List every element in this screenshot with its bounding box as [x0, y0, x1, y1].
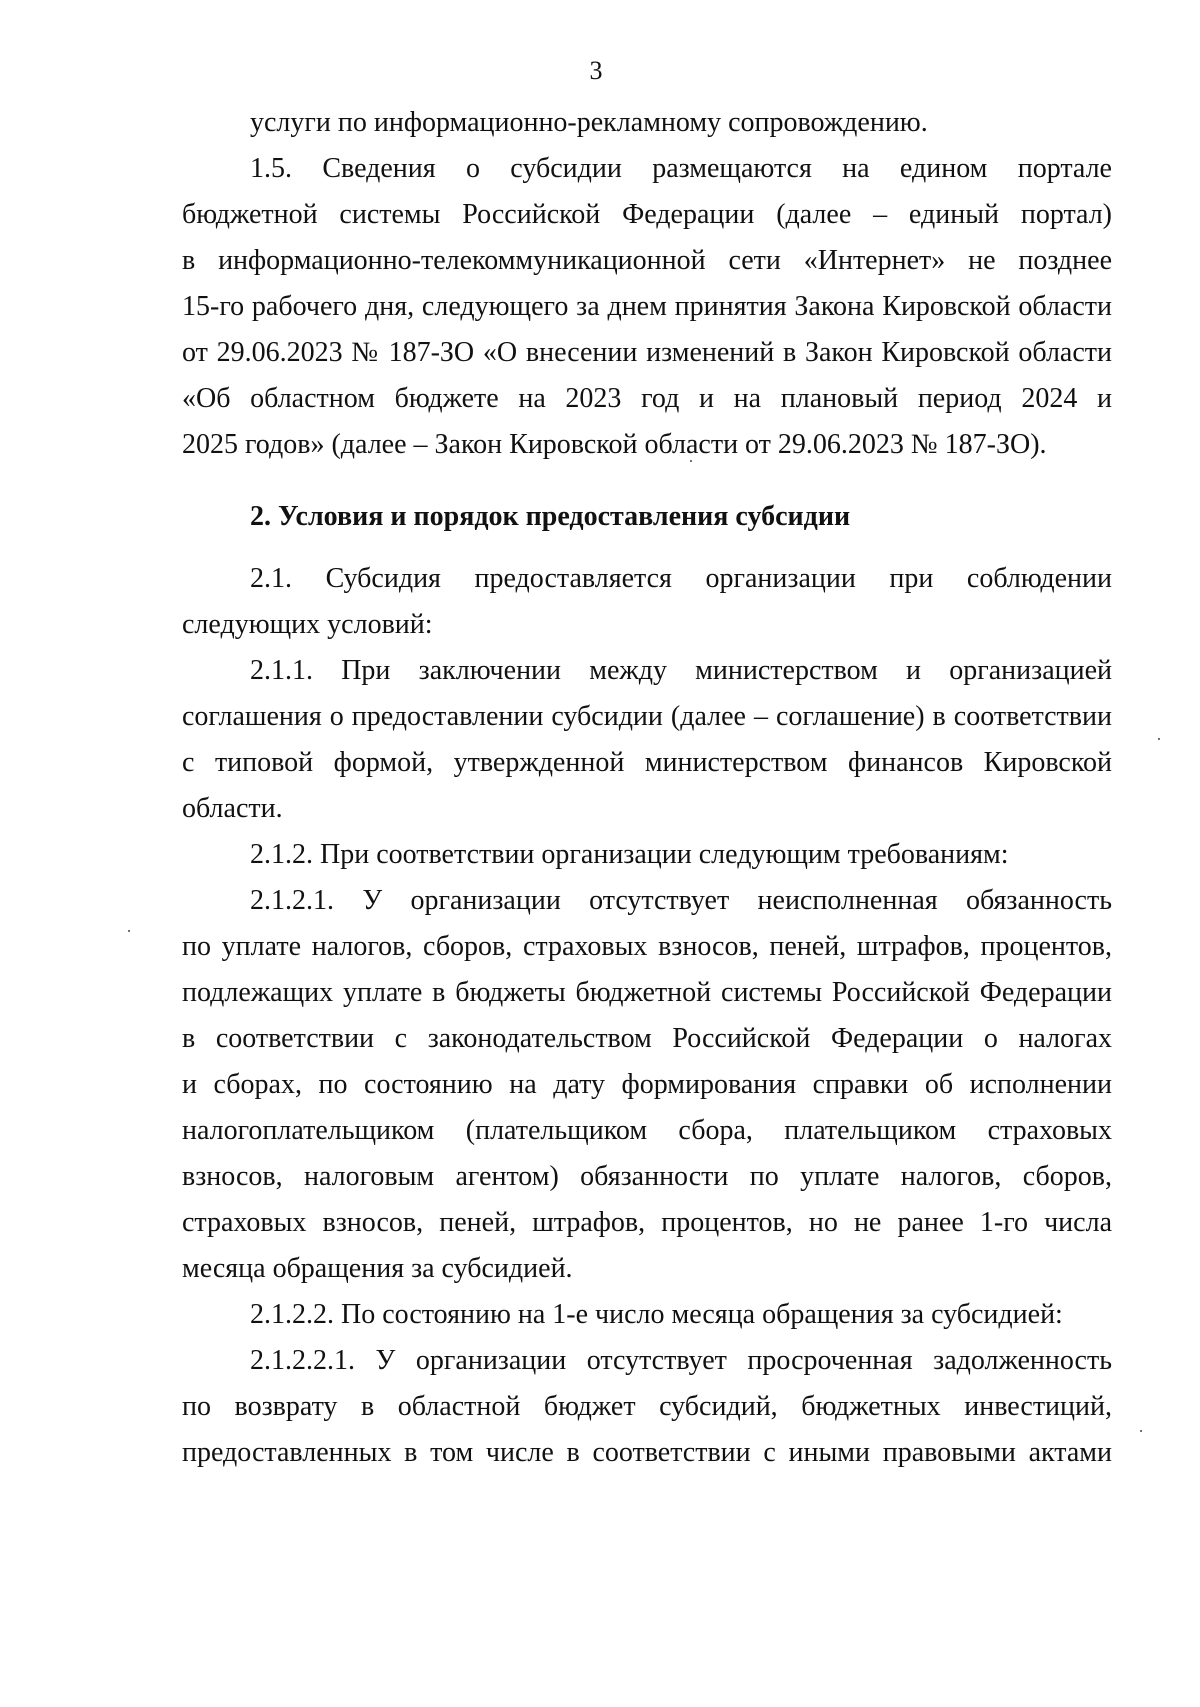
scan-speck — [128, 930, 130, 932]
text-line: от 29.06.2023 № 187-ЗО «О внесении изменений в Закон Кировской области — [182, 337, 1112, 368]
scan-speck — [1140, 1430, 1142, 1432]
text-line: в информационно-телекоммуникационной сети «Интернет» не позднее — [182, 245, 1112, 276]
text-line: 2.1.2.2.1. У организации отсутствует просроченная задолженность — [250, 1345, 1112, 1376]
text-line: страховых взносов, пеней, штрафов, процентов, но не ранее 1-го числа — [182, 1207, 1112, 1238]
scan-speck — [1158, 738, 1160, 740]
scan-speck — [690, 460, 692, 462]
text-line: месяца обращения за субсидией. — [182, 1253, 573, 1284]
text-line: в соответствии с законодательством Российской Федерации о налогах — [182, 1023, 1112, 1054]
text-line: 15-го рабочего дня, следующего за днем принятия Закона Кировской области — [182, 291, 1112, 322]
text-line: и сборах, по состоянию на дату формирования справки об исполнении — [182, 1069, 1112, 1100]
text-line: 2.1.2.2. По состоянию на 1-е число месяца обращения за субсидией: — [250, 1299, 1063, 1330]
text-line: с типовой формой, утвержденной министерством финансов Кировской — [182, 747, 1112, 778]
text-line: 2025 годов» (далее – Закон Кировской области от 29.06.2023 № 187-ЗО). — [182, 429, 1047, 460]
text-line: «Об областном бюджете на 2023 год и на плановый период 2024 и — [182, 383, 1112, 414]
text-line: 1.5. Сведения о субсидии размещаются на едином портале — [250, 153, 1112, 184]
text-line: предоставленных в том числе в соответствии с иными правовыми актами — [182, 1437, 1112, 1468]
text-line: области. — [182, 793, 283, 824]
text-line: налогоплательщиком (плательщиком сбора, плательщиком страховых — [182, 1115, 1112, 1146]
text-line: 2.1. Субсидия предоставляется организации при соблюдении — [250, 563, 1112, 594]
text-line: 2.1.2.1. У организации отсутствует неисполненная обязанность — [250, 885, 1112, 916]
text-line: по возврату в областной бюджет субсидий, бюджетных инвестиций, — [182, 1391, 1112, 1422]
section-heading: 2. Условия и порядок предоставления субсидии — [250, 501, 851, 532]
text-line: подлежащих уплате в бюджеты бюджетной системы Российской Федерации — [182, 977, 1112, 1008]
text-line: соглашения о предоставлении субсидии (далее – соглашение) в соответствии — [182, 701, 1112, 732]
text-line: 2.1.2. При соответствии организации следующим требованиям: — [250, 839, 1009, 870]
page-number: 3 — [589, 56, 603, 85]
text-line: следующих условий: — [182, 609, 433, 640]
text-line: по уплате налогов, сборов, страховых взносов, пеней, штрафов, процентов, — [182, 931, 1112, 962]
text-line: 2.1.1. При заключении между министерством и организацией — [250, 655, 1112, 686]
text-line: услуги по информационно-рекламному сопровождению. — [250, 107, 928, 138]
text-line: взносов, налоговым агентом) обязанности по уплате налогов, сборов, — [182, 1161, 1112, 1192]
text-line: бюджетной системы Российской Федерации (далее – единый портал) — [182, 199, 1112, 230]
